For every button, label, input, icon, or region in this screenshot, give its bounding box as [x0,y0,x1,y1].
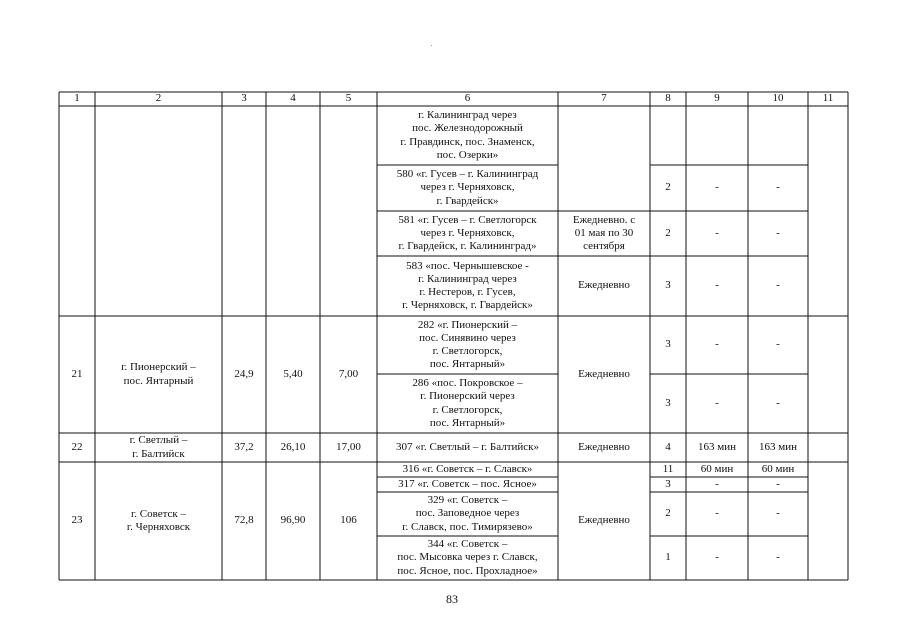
header-cell-1: 1 [74,92,80,105]
interval-value: - [776,338,780,351]
header-cell-4: 4 [290,92,296,105]
trips-count: 1 [665,551,671,564]
interval-value: - [715,396,719,409]
frequency: Ежедневно [578,440,630,453]
trips-count: 3 [665,279,671,292]
fare-value: 106 [340,514,357,527]
fare-value: 26,10 [280,440,306,453]
interval-value: - [715,507,719,520]
trips-count: 3 [665,396,671,409]
trips-count: 3 [665,477,671,490]
header-cell-6: 6 [464,92,471,105]
interval-value: 60 мин [761,462,795,475]
interval-value: 60 мин [700,462,734,475]
interval-value: 163 мин [759,440,797,453]
route-name: г. Калининград через пос. Железнодорожный г. Правдинск, пос. Знаменск, пос. Озерки» [400,109,535,161]
trips-count: 4 [665,440,671,453]
interval-value: - [715,338,719,351]
interval-value: - [776,507,780,520]
header-cell-2: 2 [155,92,162,105]
interval-value: - [776,551,780,564]
route-name: 316 «г. Советск – г. Славск» [402,462,533,475]
header-cell-7: 7 [601,92,607,105]
fare-value: 5,40 [283,367,303,380]
interval-value: - [776,279,780,292]
route-name: 583 «пос. Чернышевское - г. Калининград через г. Нестеров, г. Гусев, г. Черняховск, г. Гвардейск» [402,259,533,312]
interval-value: - [715,477,719,490]
frequency: Ежедневно [578,514,630,527]
interval-value: - [715,226,719,239]
route-name: 344 «г. Советск – пос. Мысовка через г. Славск, пос. Ясное, пос. Прохладное» [397,538,538,577]
interval-value: - [776,226,780,239]
fare-value: 96,90 [280,514,306,527]
interval-value: - [715,279,719,292]
length-value: 24,9 [234,367,254,380]
trips-count: 3 [665,338,671,351]
interval-value: - [776,181,780,194]
route-name: 581 «г. Гусев – г. Светлогорск через г. Черняховск, г. Гвардейск, г. Калининград» [398,213,537,253]
route-name: 282 «г. Пионерский – пос. Синявино через г. Светлогорск, пос. Янтарный» [417,318,518,371]
frequency: Ежедневно [578,279,630,292]
row-number: 21 [71,367,83,380]
interval-value: - [776,477,780,490]
route-name: 286 «пос. Покровское – г. Пионерский через г. Светлогорск, пос. Янтарный» [412,377,523,429]
trips-count: 2 [665,507,671,520]
trips-count: 11 [662,462,674,475]
fare-value: 7,00 [338,367,359,380]
route-name: 317 «г. Советск – пос. Ясное» [398,477,537,490]
trips-count: 2 [665,226,671,239]
header-cell-9: 9 [714,92,720,105]
header-cell-5: 5 [345,92,352,105]
frequency: Ежедневно. с 01 мая по 30 сентября [572,213,636,253]
route-name: 307 «г. Светлый – г. Балтийск» [395,440,540,453]
interval-value: - [715,181,719,194]
route-name: 329 «г. Советск – пос. Заповедное через г. Славск, пос. Тимирязево» [402,494,533,533]
header-cell-10: 10 [772,92,784,105]
route-endpoints: г. Светлый – г. Балтийск [129,434,188,460]
header-cell-3: 3 [241,92,247,105]
fare-value: 17,00 [336,440,361,453]
page-number: 83 [446,592,458,606]
route-name: 580 «г. Гусев – г. Калининград через г. Черняховск, г. Гвардейск» [396,168,539,207]
route-endpoints: г. Пионерский – пос. Янтарный [121,361,196,387]
length-value: 72,8 [234,514,254,527]
interval-value: - [776,396,780,409]
interval-value: 163 мин [698,440,736,453]
frequency: Ежедневно [578,367,630,380]
header-cell-11: 11 [822,92,834,105]
route-endpoints: г. Советск – г. Черняховск [126,507,191,533]
header-cell-8: 8 [665,92,671,105]
trips-count: 2 [665,181,671,194]
row-number: 22 [71,440,83,453]
interval-value: - [715,551,719,564]
length-value: 37,2 [234,440,254,453]
row-number: 23 [71,514,83,527]
